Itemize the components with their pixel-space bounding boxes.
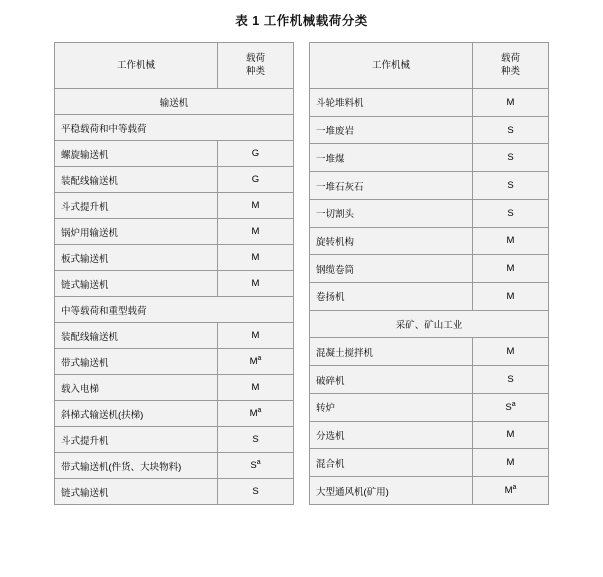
- load-type-cell: $S^a$: [218, 453, 294, 479]
- machine-name-cell: 一切割头: [310, 199, 473, 227]
- table-row: [310, 283, 549, 311]
- machine-name-cell: 破碎机: [310, 366, 473, 394]
- table-row: [310, 144, 549, 172]
- table-row: [310, 477, 549, 505]
- load-type-cell: M: [218, 245, 294, 271]
- table-row: [310, 338, 549, 366]
- load-type-cell: M: [473, 89, 549, 117]
- right-table-header: [310, 43, 549, 89]
- table-header-row: [310, 43, 549, 89]
- machine-name-cell: 混凝土搅拌机: [310, 338, 473, 366]
- machine-name-cell: 卷扬机: [310, 283, 473, 311]
- load-type-cell: $M^a$: [218, 349, 294, 375]
- page-title: 表 1 工作机械载荷分类: [235, 14, 368, 28]
- footnote-marker: a: [257, 355, 262, 363]
- left-table-body: [55, 89, 294, 505]
- load-type-cell: S: [218, 427, 294, 453]
- header-load-type-line2: 种类: [245, 65, 265, 77]
- table-row: [55, 167, 294, 193]
- footnote-marker: a: [256, 459, 261, 467]
- footnote-marker: a: [512, 484, 517, 492]
- machine-name-cell: 板式输送机: [55, 245, 218, 271]
- table-row: [310, 366, 549, 394]
- machine-name-cell: 链式输送机: [55, 479, 218, 505]
- machine-name-cell: 带式输送机: [55, 349, 218, 375]
- load-type-cell: S: [473, 199, 549, 227]
- table-row: [310, 89, 549, 117]
- load-type-cell: S: [473, 366, 549, 394]
- machine-name-cell: 载入电梯: [55, 375, 218, 401]
- table-row: [310, 172, 549, 200]
- category-cell: 采矿、矿山工业: [310, 310, 549, 338]
- load-type-cell: $M^a$: [473, 477, 549, 505]
- table-row: [55, 479, 294, 505]
- header-load-type-line1: 载荷: [500, 53, 520, 65]
- machine-name-cell: 斗式提升机: [55, 193, 218, 219]
- table-row: [310, 393, 549, 421]
- category-cell: 输送机: [55, 89, 294, 115]
- machine-name-cell: 一堆废岩: [310, 116, 473, 144]
- machine-name-cell: 大型通风机(矿用): [310, 477, 473, 505]
- load-type-cell: S: [473, 172, 549, 200]
- table-row: [55, 245, 294, 271]
- header-machine: 工作机械: [310, 43, 473, 89]
- load-type-cell: M: [473, 255, 549, 283]
- footnote-marker: a: [511, 401, 516, 409]
- machine-name-cell: 钢缆卷筒: [310, 255, 473, 283]
- load-type-cell: S: [473, 144, 549, 172]
- table-row: [55, 219, 294, 245]
- load-type-cell: G: [218, 141, 294, 167]
- machine-name-cell: 一堆煤: [310, 144, 473, 172]
- right-table-body: [310, 89, 549, 505]
- table-row: [55, 141, 294, 167]
- header-load-type-line2: 种类: [500, 65, 520, 77]
- table-row: [310, 449, 549, 477]
- load-type-cell: $S^a$: [473, 393, 549, 421]
- machine-name-cell: 一堆石灰石: [310, 172, 473, 200]
- machine-name-cell: 装配线输送机: [55, 167, 218, 193]
- load-type-cell: M: [473, 449, 549, 477]
- load-type-cell: S: [473, 116, 549, 144]
- section-cell: 平稳载荷和中等载荷: [55, 115, 294, 141]
- header-load-type: [473, 43, 549, 89]
- table-row: [310, 421, 549, 449]
- table-row: [55, 193, 294, 219]
- machine-name-cell: 螺旋输送机: [55, 141, 218, 167]
- load-type-cell: M: [218, 193, 294, 219]
- table-row: [55, 115, 294, 141]
- load-type-cell: S: [218, 479, 294, 505]
- table-row: [310, 227, 549, 255]
- load-type-cell: M: [473, 283, 549, 311]
- machine-name-cell: 装配线输送机: [55, 323, 218, 349]
- load-type-cell: M: [473, 227, 549, 255]
- table-row: [55, 349, 294, 375]
- table-row: [310, 255, 549, 283]
- load-type-cell: G: [218, 167, 294, 193]
- table-row: [55, 89, 294, 115]
- table-row: [55, 427, 294, 453]
- table-row: [55, 453, 294, 479]
- right-load-classification-table: [309, 42, 549, 505]
- table-row: [55, 271, 294, 297]
- load-type-cell: $M^a$: [218, 401, 294, 427]
- load-type-cell: M: [218, 375, 294, 401]
- machine-name-cell: 转炉: [310, 393, 473, 421]
- header-load-type-line1: 载荷: [245, 53, 265, 65]
- machine-name-cell: 分选机: [310, 421, 473, 449]
- machine-name-cell: 斗轮堆料机: [310, 89, 473, 117]
- machine-name-cell: 斗式提升机: [55, 427, 218, 453]
- table-row: [310, 310, 549, 338]
- header-machine: 工作机械: [55, 43, 218, 89]
- load-type-cell: M: [473, 338, 549, 366]
- machine-name-cell: 斜梯式输送机(扶梯): [55, 401, 218, 427]
- machine-name-cell: 旋转机构: [310, 227, 473, 255]
- table-row: [310, 116, 549, 144]
- machine-name-cell: 带式输送机(件货、大块物料): [55, 453, 218, 479]
- load-type-cell: M: [218, 271, 294, 297]
- left-table-header: [55, 43, 294, 89]
- load-type-cell: M: [218, 323, 294, 349]
- machine-name-cell: 混合机: [310, 449, 473, 477]
- tables-container: [0, 42, 603, 505]
- load-type-cell: M: [473, 421, 549, 449]
- machine-name-cell: 锅炉用输送机: [55, 219, 218, 245]
- section-cell: 中等载荷和重型载荷: [55, 297, 294, 323]
- table-row: [55, 401, 294, 427]
- footnote-marker: a: [257, 407, 262, 415]
- load-type-cell: M: [218, 219, 294, 245]
- left-load-classification-table: [54, 42, 294, 505]
- table-row: [55, 297, 294, 323]
- header-load-type: [218, 43, 294, 89]
- table-row: [310, 199, 549, 227]
- table-row: [55, 323, 294, 349]
- table-row: [55, 375, 294, 401]
- machine-name-cell: 链式输送机: [55, 271, 218, 297]
- table-header-row: [55, 43, 294, 89]
